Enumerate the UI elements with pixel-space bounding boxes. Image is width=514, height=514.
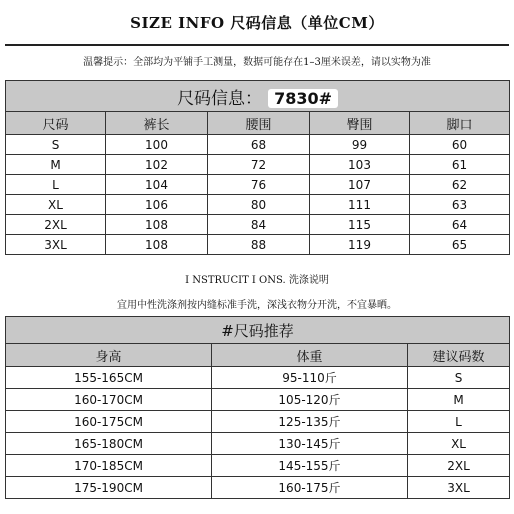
column-header: 身高 (6, 344, 212, 367)
table-cell: 95-110斤 (212, 367, 408, 389)
table-cell: 88 (208, 235, 310, 255)
table-cell: 84 (208, 215, 310, 235)
column-header: 建议码数 (408, 344, 510, 367)
table-cell: 72 (208, 155, 310, 175)
recommend-table-heading-row (6, 317, 510, 344)
table-cell: 99 (310, 135, 410, 155)
table-cell: 2XL (408, 455, 510, 477)
table-cell: 3XL (6, 235, 106, 255)
page-title: SIZE INFO 尺码信息（单位CM） (130, 14, 384, 32)
table-cell: L (6, 175, 106, 195)
table-cell: 104 (106, 175, 208, 195)
table-row (6, 195, 510, 215)
table-row (6, 433, 510, 455)
table-cell: 63 (410, 195, 510, 215)
table-cell: 2XL (6, 215, 106, 235)
table-cell: 165-180CM (6, 433, 212, 455)
table-row (6, 367, 510, 389)
instructions-title: I NSTRUCIT I ONS. 洗涤说明 (185, 275, 329, 286)
table-row (6, 477, 510, 499)
table-cell: 145-155斤 (212, 455, 408, 477)
table-cell: L (408, 411, 510, 433)
table-cell: 102 (106, 155, 208, 175)
table-cell: M (6, 155, 106, 175)
table-cell: 103 (310, 155, 410, 175)
table-cell: 3XL (408, 477, 510, 499)
table-cell: 100 (106, 135, 208, 155)
table-row (6, 135, 510, 155)
size-table-heading (6, 81, 510, 112)
table-row (6, 389, 510, 411)
table-cell: XL (6, 195, 106, 215)
column-header: 体重 (212, 344, 408, 367)
table-cell: 160-170CM (6, 389, 212, 411)
table-cell: 61 (410, 155, 510, 175)
column-header: 腰围 (208, 112, 310, 135)
size-table-heading-row (6, 81, 510, 112)
measurement-note: 温馨提示：全部均为平铺手工测量，数据可能存在1–3厘米误差，请以实物为准 (83, 57, 431, 68)
size-table (5, 80, 510, 255)
size-table-heading-label: 尺码信息： (177, 88, 263, 109)
table-cell: 108 (106, 235, 208, 255)
recommend-table (5, 316, 510, 499)
recommend-table-header-row (6, 344, 510, 367)
table-cell: 175-190CM (6, 477, 212, 499)
table-row (6, 455, 510, 477)
divider (5, 44, 509, 46)
column-header: 臀围 (310, 112, 410, 135)
table-cell: 155-165CM (6, 367, 212, 389)
table-cell: 108 (106, 215, 208, 235)
table-cell: M (408, 389, 510, 411)
table-cell: 64 (410, 215, 510, 235)
table-row (6, 235, 510, 255)
table-cell: 105-120斤 (212, 389, 408, 411)
column-header: 裤长 (106, 112, 208, 135)
table-cell: 130-145斤 (212, 433, 408, 455)
table-cell: S (6, 135, 106, 155)
table-cell: 76 (208, 175, 310, 195)
table-cell: 160-175CM (6, 411, 212, 433)
table-cell: 160-175斤 (212, 477, 408, 499)
table-cell: 119 (310, 235, 410, 255)
table-cell: 125-135斤 (212, 411, 408, 433)
table-cell: XL (408, 433, 510, 455)
column-header: 尺码 (6, 112, 106, 135)
table-row (6, 175, 510, 195)
table-cell: 65 (410, 235, 510, 255)
table-cell: 80 (208, 195, 310, 215)
table-cell: 115 (310, 215, 410, 235)
table-cell: 106 (106, 195, 208, 215)
table-row (6, 155, 510, 175)
instructions-text: 宜用中性洗涤剂按内缝标准手洗，深浅衣物分开洗，不宜暴晒。 (117, 300, 397, 311)
size-table-header-row (6, 112, 510, 135)
table-cell: 62 (410, 175, 510, 195)
table-cell: 170-185CM (6, 455, 212, 477)
table-cell: 111 (310, 195, 410, 215)
table-cell: 68 (208, 135, 310, 155)
table-row (6, 215, 510, 235)
table-row (6, 411, 510, 433)
table-cell: 107 (310, 175, 410, 195)
table-cell: 60 (410, 135, 510, 155)
product-code: 7830# (268, 89, 338, 108)
table-cell: S (408, 367, 510, 389)
column-header: 脚口 (410, 112, 510, 135)
recommend-table-heading: #尺码推荐 (6, 317, 510, 344)
